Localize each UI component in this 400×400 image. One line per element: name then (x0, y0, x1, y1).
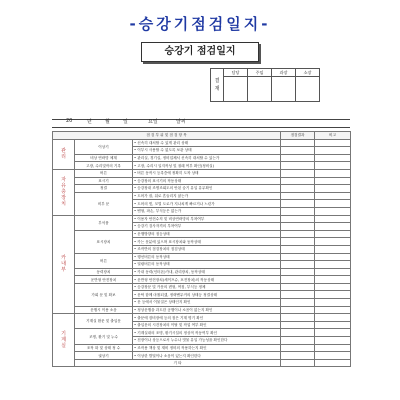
row-item: • 행선버튼의 동작상태 (133, 253, 281, 261)
row-remarks-cell[interactable] (315, 230, 351, 238)
row-remarks-cell[interactable] (315, 238, 351, 246)
table-row (53, 154, 351, 162)
date-weekday-label: 요일 (148, 119, 158, 125)
row-item: • 조작반의 점검장치의 점검상태 (133, 245, 281, 253)
row-category: 카 내 부 (53, 215, 75, 314)
approval-sign-assistant[interactable] (248, 77, 272, 102)
date-year-prefix: 20 (66, 118, 73, 124)
row-subcategory: 조명, 환기 및 누수 (75, 329, 133, 344)
table-row (53, 283, 351, 291)
row-result-cell[interactable] (281, 147, 315, 155)
table-row (53, 162, 351, 170)
row-result-cell[interactable] (281, 306, 315, 314)
date-weather-label: 날씨 (176, 119, 186, 125)
row-item: • 이부시 사용할 수 없도록 보관 상태 (133, 147, 281, 155)
approval-sign-manager[interactable] (272, 77, 296, 102)
row-remarks-cell[interactable] (315, 207, 351, 215)
row-subcategory: 권상기 (75, 352, 133, 360)
date-day-label: 일 (123, 119, 128, 125)
approval-header-manager: 과장 (272, 69, 296, 77)
approval-header-assistant: 주임 (248, 69, 272, 77)
row-subcategory: 고장, 수리및작의 기록 (75, 162, 133, 170)
row-result-cell[interactable] (281, 245, 315, 253)
row-category: 관 리 (53, 139, 75, 169)
row-remarks-cell[interactable] (315, 283, 351, 291)
row-remarks-cell[interactable] (315, 245, 351, 253)
row-item: • 승강장문 및 카문의 변형, 여짐, 부식등 정체 (133, 283, 281, 291)
row-remarks-cell[interactable] (315, 200, 351, 208)
row-item: • 이상한 발열이나 소음이 있는지 확인한다 (133, 352, 281, 360)
row-subcategory: 버튼 (75, 169, 133, 177)
row-subcategory: 기계실 환문 및 출입문 (75, 314, 133, 329)
row-result-cell[interactable] (281, 169, 315, 177)
table-row (53, 139, 351, 147)
table-row (53, 177, 351, 185)
page-title: -승강기점검일지- (129, 15, 271, 33)
date-year-label: 년 (87, 119, 92, 125)
row-remarks-cell[interactable] (315, 139, 351, 147)
row-subcategory: 비상 연락망 체계 (75, 154, 133, 162)
row-item: • 도어가 잘, 뒤로 흔들리지 않는가 (133, 192, 281, 200)
table-row (53, 314, 351, 322)
row-result-cell[interactable] (281, 299, 315, 307)
row-result-cell[interactable] (281, 291, 315, 299)
row-result-cell[interactable] (281, 337, 315, 345)
table-row (53, 359, 351, 367)
row-result-cell[interactable] (281, 200, 315, 208)
row-result-cell[interactable] (281, 276, 315, 284)
row-result-cell[interactable] (281, 352, 315, 360)
row-remarks-cell[interactable] (315, 253, 351, 261)
row-etc-label: 기 타 (75, 359, 281, 367)
row-subcategory: 표시장치 (75, 230, 133, 253)
row-subcategory: 표시기 (75, 177, 133, 185)
row-result-cell[interactable] (281, 139, 315, 147)
row-result-cell[interactable] (281, 314, 315, 322)
row-result-cell[interactable] (281, 215, 315, 223)
row-result-cell[interactable] (281, 185, 315, 193)
row-result-cell[interactable] (281, 177, 315, 185)
approval-label: 결 재 (211, 69, 224, 102)
table-row (53, 344, 351, 352)
row-subcategory: 운반형 안전장치 (75, 276, 133, 284)
row-result-cell[interactable] (281, 207, 315, 215)
row-item: • 고장, 수리시 일지작성 및 절래 여부 확인(정비실) (133, 162, 281, 170)
row-subcategory: 부석품 (75, 215, 133, 230)
table-row (53, 306, 351, 314)
table-row (53, 185, 351, 193)
row-item: • 열림버튼의 동작상태 (133, 261, 281, 269)
approval-header-director: 소장 (296, 69, 320, 77)
table-row (53, 169, 351, 177)
date-month-label: 월 (105, 119, 110, 125)
date-line (56, 116, 346, 126)
row-subcategory: 조작 화 및 상태 정 수 (75, 344, 133, 352)
row-item: • 카내 동력(인터폰)카내, 관리장치, 동작상태 (133, 268, 281, 276)
table-row (53, 215, 351, 223)
header-result: 점검결과 (281, 132, 315, 140)
row-result-cell[interactable] (315, 359, 351, 367)
row-remarks-cell[interactable] (315, 223, 351, 231)
row-subcategory: 가회 문 및 확보 (75, 283, 133, 306)
row-remarks-cell[interactable] (315, 215, 351, 223)
row-item: • 조작용 책상 및 재비 정비의 작용하는지 확인 (133, 344, 281, 352)
row-item: • 도어의 빗, 모멸 도로가 지나치게 빠르거나 느린가 (133, 200, 281, 208)
row-item: • 승강장내 조명조회도의 안된 습기 유입 유무확인 (133, 185, 281, 193)
row-result-cell[interactable] (281, 238, 315, 246)
row-item: • 이용자 안전수칙 및 비상연락망의 부착여부 (133, 215, 281, 223)
row-item: • 버튼 동작시 등록층에 정확히 도착 상태 (133, 169, 281, 177)
row-remarks-cell[interactable] (315, 177, 351, 185)
row-item: • 출입문의 시건장치의 이탈 및 작업 여부 확인 (133, 321, 281, 329)
row-item: • 운행방향의 점등상태 (133, 230, 281, 238)
row-item: • 천장이나 상등으로서 누수나 빗물 유입 가능성을 확인한다 (133, 337, 281, 345)
row-item: • 신속히 대처할 수 있게 관리 상태 (133, 139, 281, 147)
row-remarks-cell[interactable] (315, 344, 351, 352)
row-result-cell[interactable] (281, 223, 315, 231)
row-item: • 승강기 검사자격의 부착여부 (133, 223, 281, 231)
row-result-cell[interactable] (281, 268, 315, 276)
document-subtitle: 승강기 점검일지 (141, 42, 259, 62)
table-row (53, 352, 351, 360)
row-result-cell[interactable] (281, 261, 315, 269)
table-row (53, 276, 351, 284)
row-remarks-cell[interactable] (315, 192, 351, 200)
row-remarks-cell[interactable] (315, 261, 351, 269)
row-item: • 출문에 잠비장에 등의 점은 기계 명기 확인 (133, 314, 281, 322)
row-remarks-cell[interactable] (315, 276, 351, 284)
approval-sign-director[interactable] (296, 77, 320, 102)
approval-header-staff: 담당 (224, 69, 248, 77)
inspection-table (52, 131, 351, 367)
row-item: • 관리실, 경기실, 정비업체서 신속히 대처할 수 있는가 (133, 154, 281, 162)
table-row (53, 268, 351, 276)
row-result-cell[interactable] (281, 192, 315, 200)
row-item: • 카는 문분에 있으며 표시장치와 동작상태 (133, 238, 281, 246)
row-result-cell[interactable] (281, 253, 315, 261)
row-remarks-cell[interactable] (315, 299, 351, 307)
row-subcategory: 이상기 (75, 139, 133, 154)
row-category: 자 유 층 장 치 (53, 169, 75, 215)
row-subcategory: 비부 문 (75, 192, 133, 215)
row-category: 기 계 실 (53, 314, 75, 367)
approval-sign-staff[interactable] (224, 77, 248, 102)
row-remarks-cell[interactable] (315, 329, 351, 337)
row-remarks-cell[interactable] (315, 154, 351, 162)
row-subcategory: 동력장치 (75, 268, 133, 276)
table-row (53, 253, 351, 261)
approval-box (210, 68, 320, 102)
row-result-cell[interactable] (281, 162, 315, 170)
row-item: • 벤형, 파손, 부식등은 없는가 (133, 207, 281, 215)
table-row (53, 329, 351, 337)
table-row (53, 230, 351, 238)
row-remarks-cell[interactable] (315, 352, 351, 360)
row-result-cell[interactable] (281, 230, 315, 238)
row-remarks-cell[interactable] (315, 169, 351, 177)
header-remarks: 비고 (315, 132, 351, 140)
row-remarks-cell[interactable] (315, 268, 351, 276)
table-row (53, 192, 351, 200)
row-item: • 정상운행을 과도한 공행이나 소음이 없는지 확인 (133, 306, 281, 314)
row-result-cell[interactable] (281, 329, 315, 337)
row-item: • 기계실내의 조명, 환기시설의 정상적 작동여부 확인 (133, 329, 281, 337)
row-item (281, 359, 315, 367)
row-item: • 운반형 안전장치(세이프슈, 포전장치)의 작동상태 (133, 276, 281, 284)
row-result-cell[interactable] (281, 154, 315, 162)
row-subcategory: 운행시 이용 소음 (75, 306, 133, 314)
row-subcategory: 버튼 (75, 253, 133, 268)
row-remarks-cell[interactable] (315, 147, 351, 155)
row-result-cell[interactable] (281, 283, 315, 291)
row-remarks-cell[interactable] (315, 306, 351, 314)
row-result-cell[interactable] (281, 344, 315, 352)
row-item: • 문틱 함께 마찰되겠, 정략밴무커의 상태등 정결상태 (133, 291, 281, 299)
row-remarks-cell[interactable] (315, 337, 351, 345)
row-result-cell[interactable] (281, 321, 315, 329)
row-item: • 승강장의 표시기의 작동상태 (133, 177, 281, 185)
row-subcategory: 정결 (75, 185, 133, 193)
row-remarks-cell[interactable] (315, 321, 351, 329)
row-remarks-cell[interactable] (315, 162, 351, 170)
row-item: • 문 등에서 이물질은 상태인지 확인 (133, 299, 281, 307)
header-inspection-items: 점 검 부 위 및 점 검 항 목 (53, 132, 281, 140)
row-remarks-cell[interactable] (315, 291, 351, 299)
row-remarks-cell[interactable] (315, 185, 351, 193)
row-remarks-cell[interactable] (315, 314, 351, 322)
